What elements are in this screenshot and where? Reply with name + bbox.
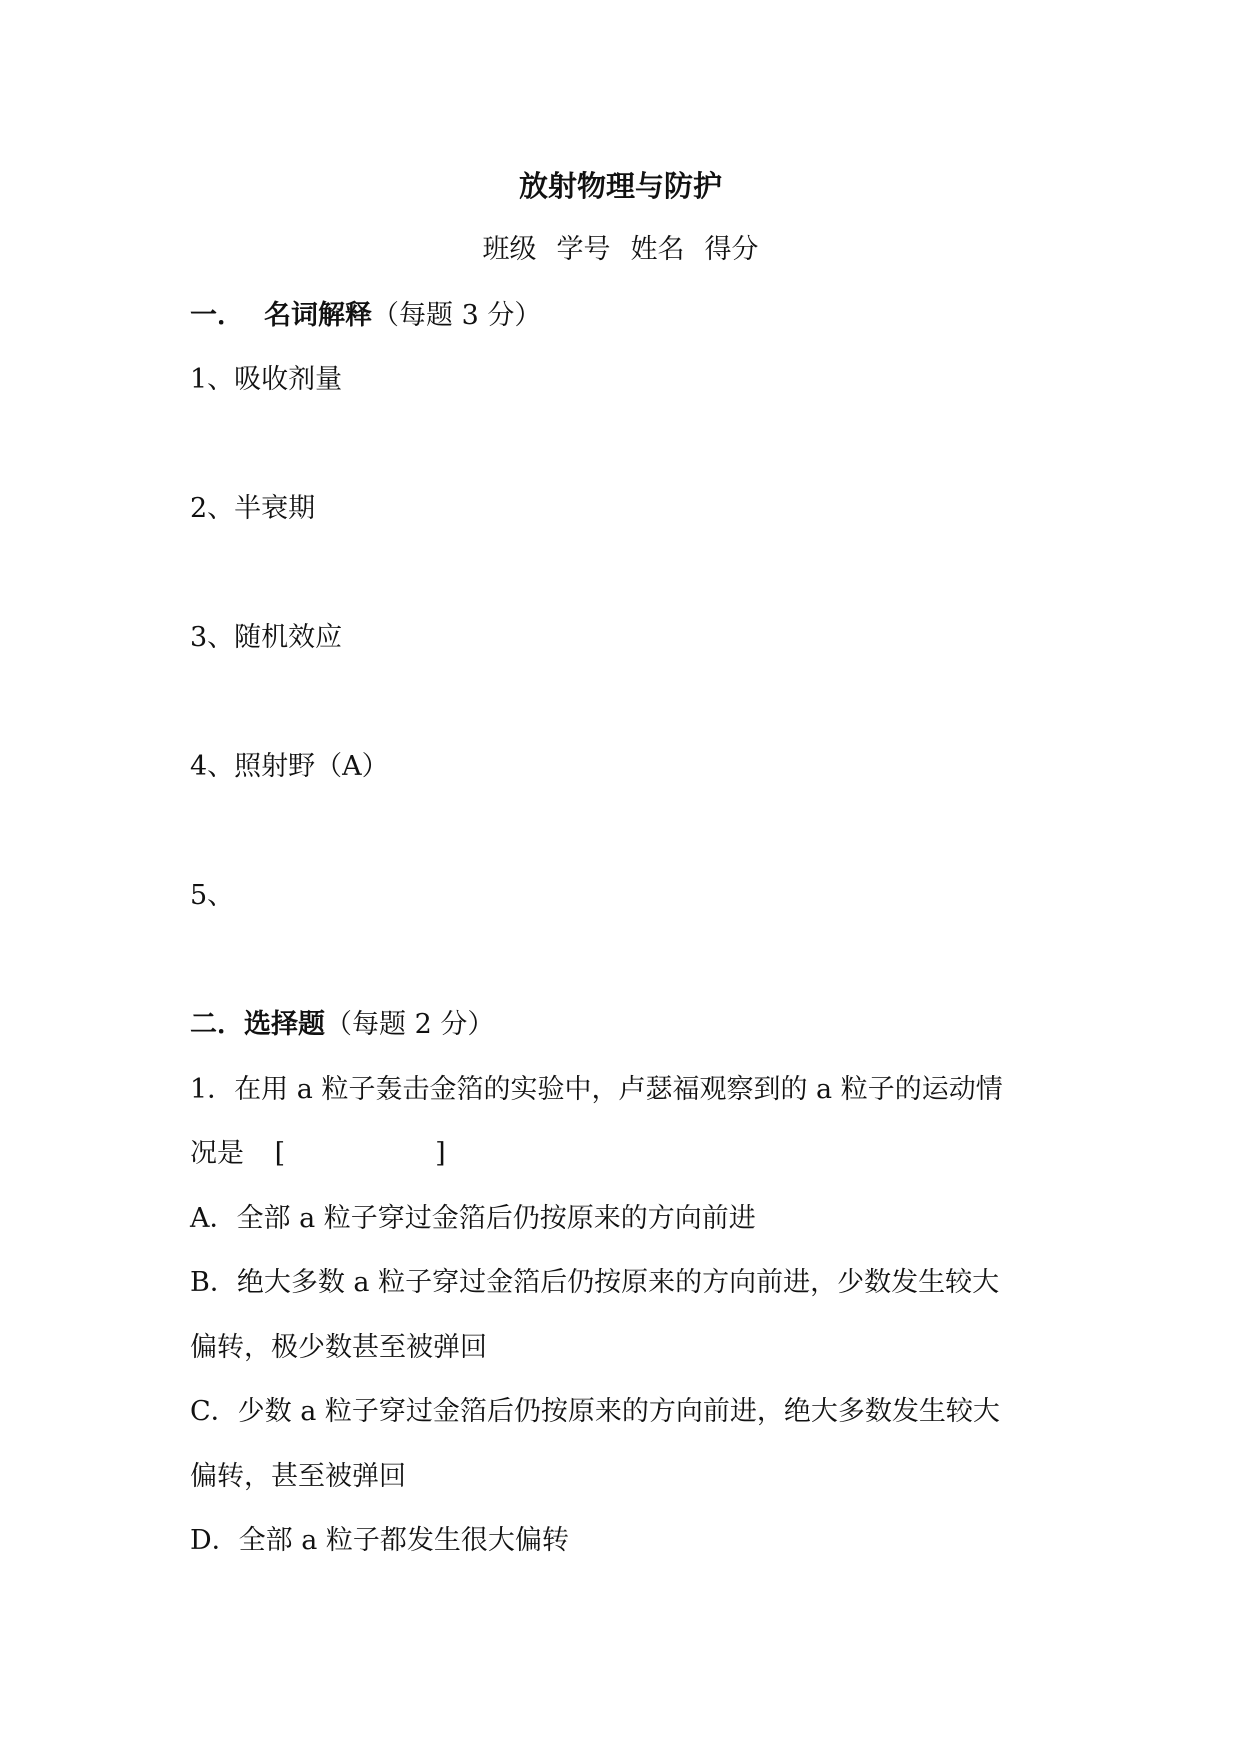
class-label: 班级: [482, 234, 537, 265]
student-info-line: [0, 232, 1241, 268]
document-title: 放射物理与防护: [518, 169, 722, 203]
term-item-3: 3、随机效应: [190, 622, 343, 653]
term-item-4: 4、照射野（A）: [190, 751, 389, 782]
option-b-line2: 偏转，极少数甚至被弹回: [190, 1332, 487, 1363]
question1-line1: 1．在用 a 粒子轰击金箔的实验中，卢瑟福观察到的 a 粒子的运动情: [190, 1074, 1003, 1105]
answer-bracket-open: [: [274, 1138, 286, 1169]
option-c-line2: 偏转，甚至被弹回: [190, 1461, 406, 1492]
section2-heading: [190, 1007, 494, 1043]
option-a: A．全部 a 粒子穿过金箔后仍按原来的方向前进: [190, 1203, 756, 1234]
section2-number: 二．: [190, 1009, 244, 1040]
section1-heading: [190, 298, 541, 334]
section1-points: （每题 3 分）: [372, 300, 542, 331]
section2-title: 选择题: [244, 1009, 325, 1040]
option-d: D．全部 a 粒子都发生很大偏转: [190, 1525, 569, 1556]
section1-number: 一．: [190, 300, 244, 331]
term-item-5: 5、: [190, 880, 235, 911]
question1-prefix: 况是: [190, 1138, 244, 1169]
term-item-2: 2、半衰期: [190, 493, 316, 524]
term-item-1: 1、吸收剂量: [190, 364, 343, 395]
section2-points: （每题 2 分）: [325, 1009, 495, 1040]
name-label: 姓名: [630, 234, 685, 265]
section1-title: 名词解释: [264, 300, 372, 331]
answer-bracket-close: ]: [435, 1138, 446, 1169]
score-label: 得分: [704, 234, 759, 265]
student-id-label: 学号: [556, 234, 611, 265]
option-c-line1: C．少数 a 粒子穿过金箔后仍按原来的方向前进，绝大多数发生较大: [190, 1396, 1000, 1427]
question1-line2: [190, 1136, 446, 1172]
option-b-line1: B．绝大多数 a 粒子穿过金箔后仍按原来的方向前进，少数发生较大: [190, 1267, 1000, 1298]
